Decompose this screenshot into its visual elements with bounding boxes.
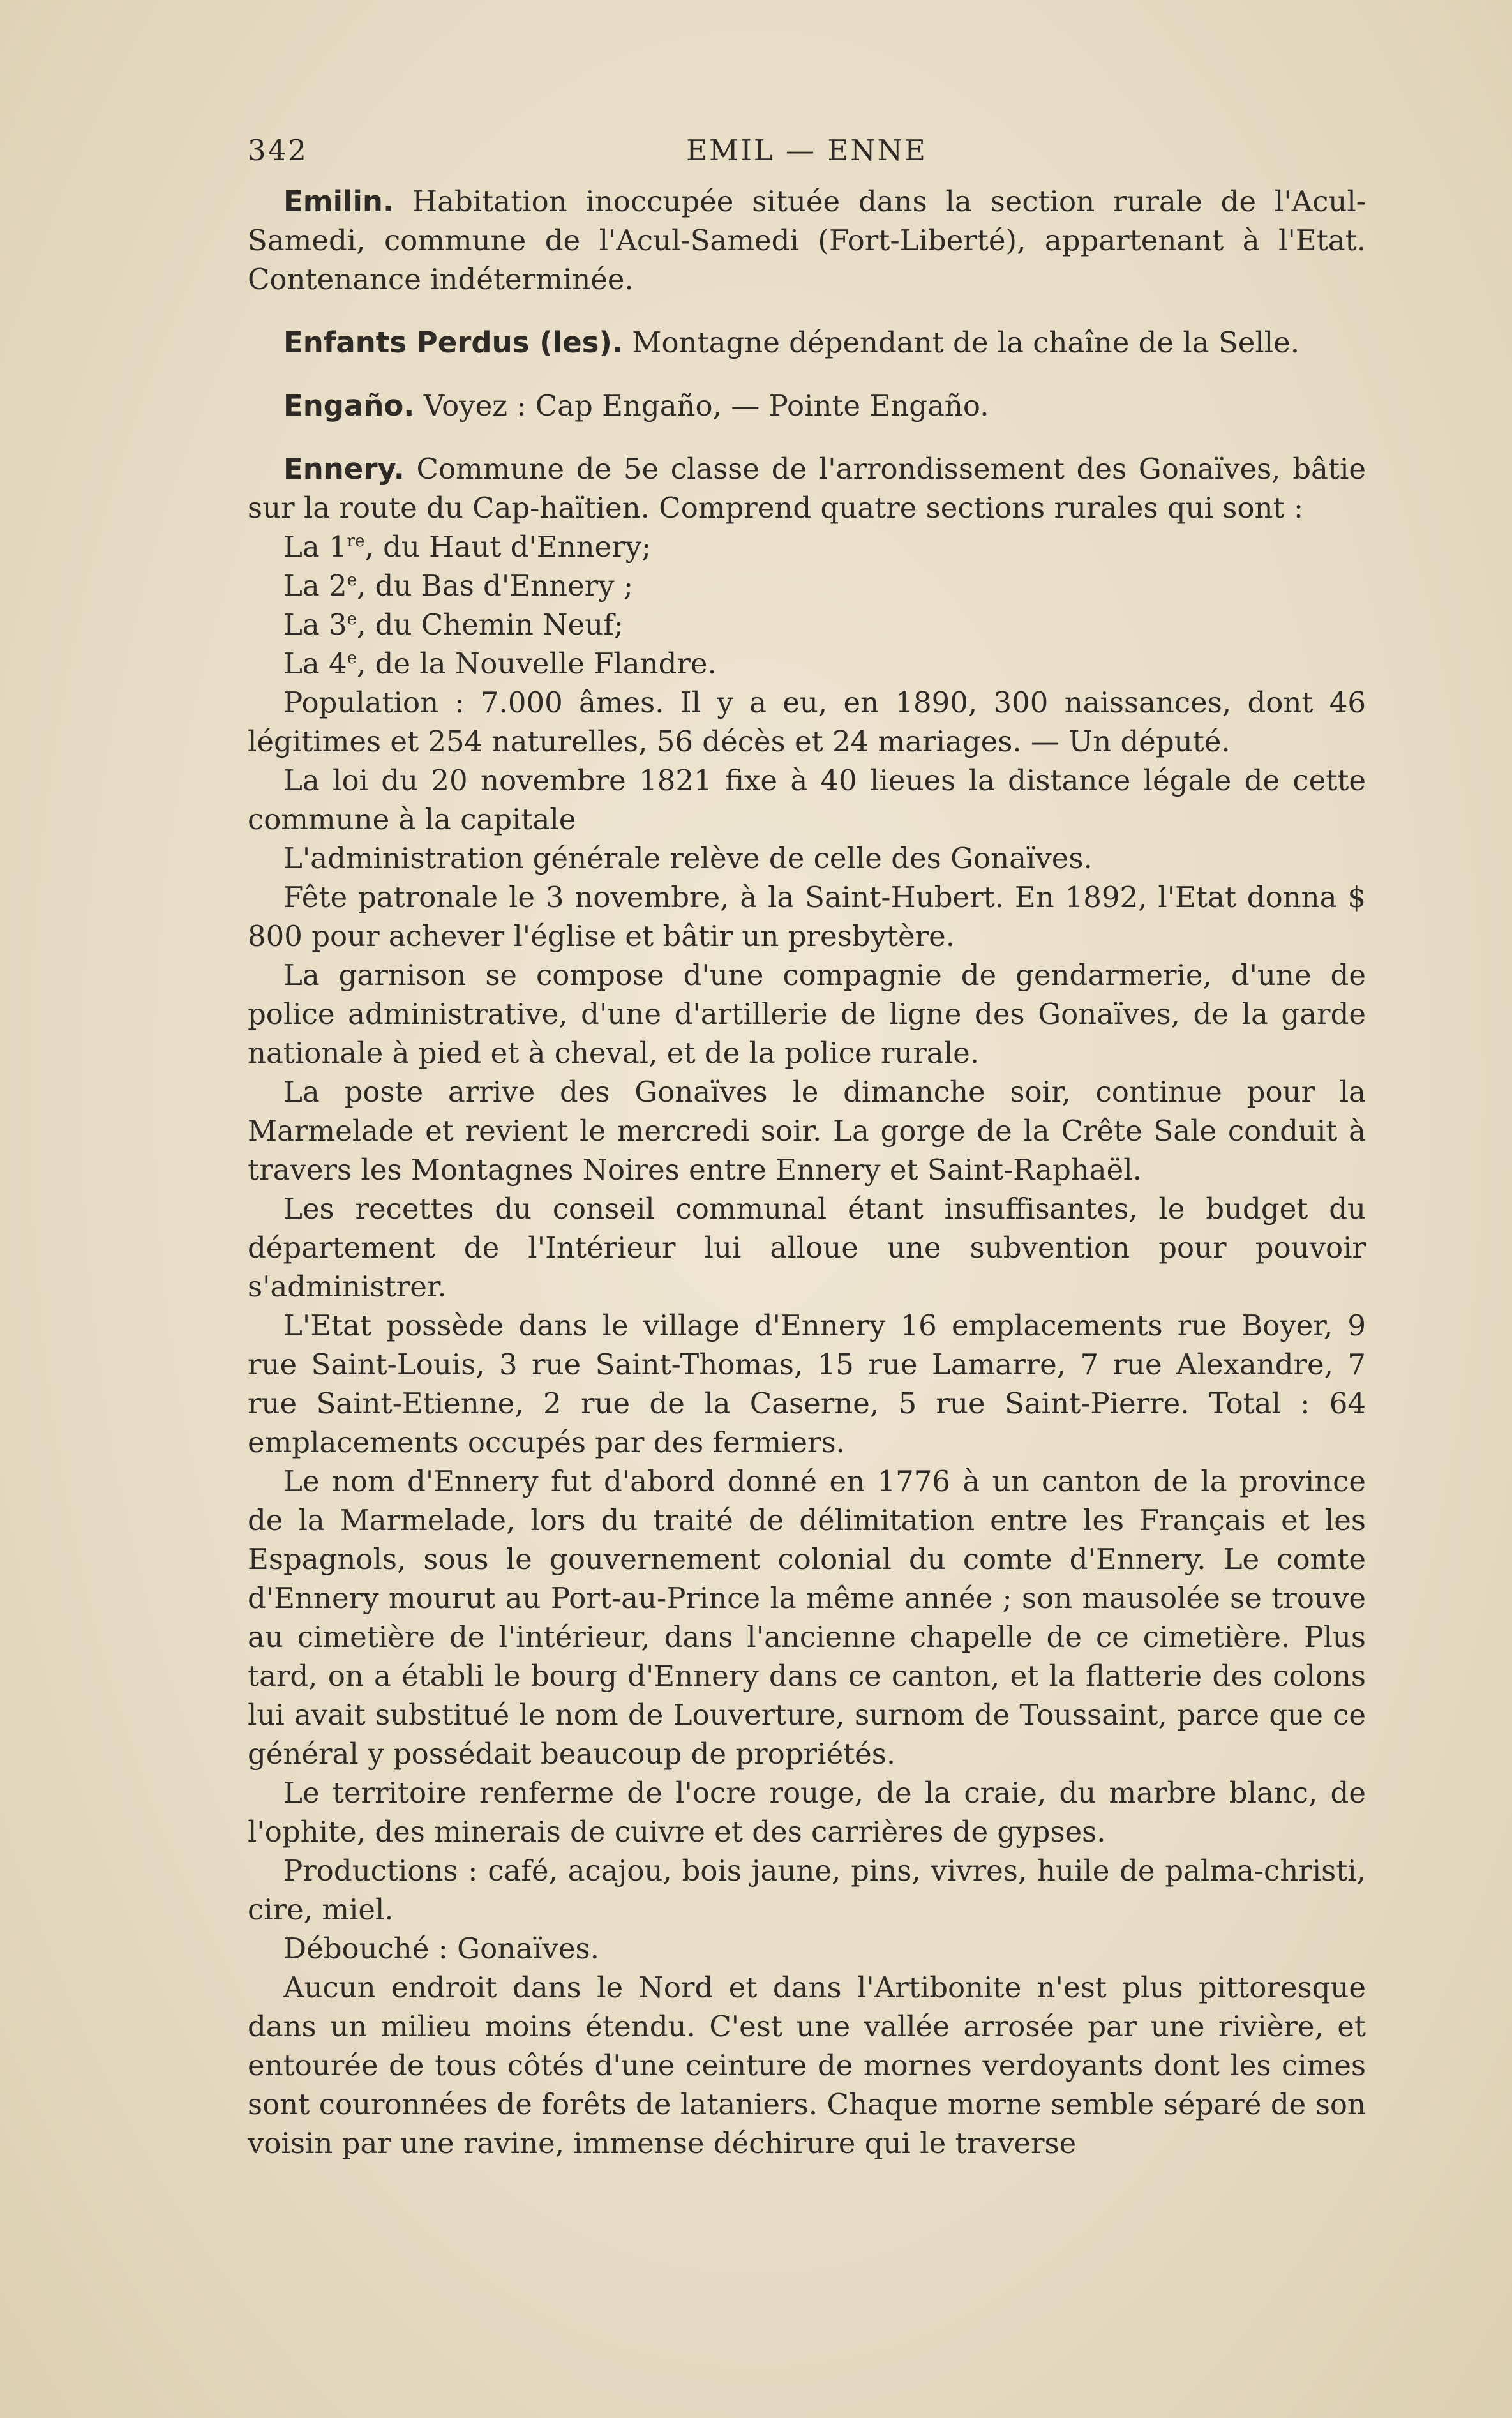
running-header [248, 131, 1366, 182]
headword: Emilin. [283, 184, 394, 218]
paragraph: La poste arrive des Gonaïves le dimanche soir, continue pour la Marmelade et revient le mercredi soir. La gorge de la Crête Sale conduit à travers les Montagnes Noires entre Ennery et Saint-Raphaël. [248, 1075, 1366, 1187]
section-item: La 1re, du Haut d'Ennery; [283, 530, 652, 564]
headword: Ennery. [283, 452, 405, 486]
paragraph: Population : 7.000 âmes. Il y a eu, en 1890, 300 naissances, dont 46 légitimes et 254 naturelles, 56 décès et 24 mariages. — Un député. [248, 686, 1366, 758]
entry-enfants-perdus [248, 323, 1366, 362]
paragraph: Aucun endroit dans le Nord et dans l'Artibonite n'est plus pittoresque dans un milieu moins étendu. C'est une vallée arrosée par une rivière, et entourée de tous côtés d'une ceinture de mornes verdoyants dont les cimes sont couronnées de forêts de lataniers. Chaque morne semble séparé de son voisin par une ravine, immense déchirure qui le traverse [248, 1971, 1366, 2160]
paragraph: Le territoire renferme de l'ocre rouge, de la craie, du marbre blanc, de l'ophite, des minerais de cuivre et des carrières de gypses. [248, 1776, 1366, 1849]
paragraph: Productions : café, acajou, bois jaune, pins, vivres, huile de palma-christi, cire, miel. [248, 1854, 1366, 1926]
entry-ennery [248, 449, 1366, 2163]
entry-text: Habitation inoccupée située dans la section rurale de l'Acul-Samedi, commune de l'Acul-Samedi (Fort-Liberté), appartenant à l'Etat. Contenance indéterminée. [248, 184, 1366, 296]
paragraph: Fête patronale le 3 novembre, à la Saint-Hubert. En 1892, l'Etat donna $ 800 pour achever l'église et bâtir un presbytère. [248, 880, 1366, 953]
entry-intro: Commune de 5e classe de l'arrondissement des Gonaïves, bâtie sur la route du Cap-haïtien. Comprend quatre sections rurales qui sont : [248, 452, 1366, 525]
paragraph: L'Etat possède dans le village d'Ennery 16 emplacements rue Boyer, 9 rue Saint-Louis, 3 rue Saint-Thomas, 15 rue Lamarre, 7 rue Alexandre, 7 rue Saint-Etienne, 2 rue de la Caserne, 5 rue Saint-Pierre. Total : 64 emplacements occupés par des fermiers. [248, 1309, 1366, 1459]
section-item: La 4e, de la Nouvelle Flandre. [283, 647, 717, 680]
paragraph: Débouché : Gonaïves. [283, 1932, 599, 1965]
running-title: EMIL — ENNE [686, 133, 927, 167]
entry-emilin [248, 182, 1366, 299]
page-number: 342 [248, 133, 308, 167]
paragraph: L'administration générale relève de celle des Gonaïves. [283, 841, 1093, 875]
entry-text: Montagne dépendant de la chaîne de la Selle. [632, 326, 1300, 359]
paragraph: La loi du 20 novembre 1821 fixe à 40 lieues la distance légale de cette commune à la capitale [248, 763, 1366, 836]
paragraph: Les recettes du conseil communal étant insuffisantes, le budget du département de l'Intérieur lui alloue une subvention pour pouvoir s'administrer. [248, 1192, 1366, 1303]
headword: Enfants Perdus (les). [283, 326, 624, 359]
section-item: La 2e, du Bas d'Ennery ; [283, 569, 634, 603]
entry-text: Voyez : Cap Engaño, — Pointe Engaño. [423, 389, 989, 423]
entry-engano [248, 386, 1366, 425]
section-item: La 3e, du Chemin Neuf; [283, 608, 624, 642]
paragraph: Le nom d'Ennery fut d'abord donné en 1776 à un canton de la province de la Marmelade, lors du traité de délimitation entre les Français et les Espagnols, sous le gouvernement colonial du comte d'Ennery. Le comte d'Ennery mourut au Port-au-Prince la même année ; son mausolée se trouve au cimetière de l'intérieur, dans l'ancienne chapelle de ce cimetière. Plus tard, on a établi le bourg d'Ennery dans ce canton, et la flatterie des colons lui avait substitué le nom de Louverture, surnom de Toussaint, parce que ce général y possédait beaucoup de propriétés. [248, 1464, 1366, 1771]
paragraph: La garnison se compose d'une compagnie de gendarmerie, d'une de police administrative, d'une d'artillerie de ligne des Gonaïves, de la garde nationale à pied et à cheval, et de la police rurale. [248, 958, 1366, 1070]
book-page [248, 131, 1366, 2187]
headword: Engaño. [283, 389, 415, 423]
